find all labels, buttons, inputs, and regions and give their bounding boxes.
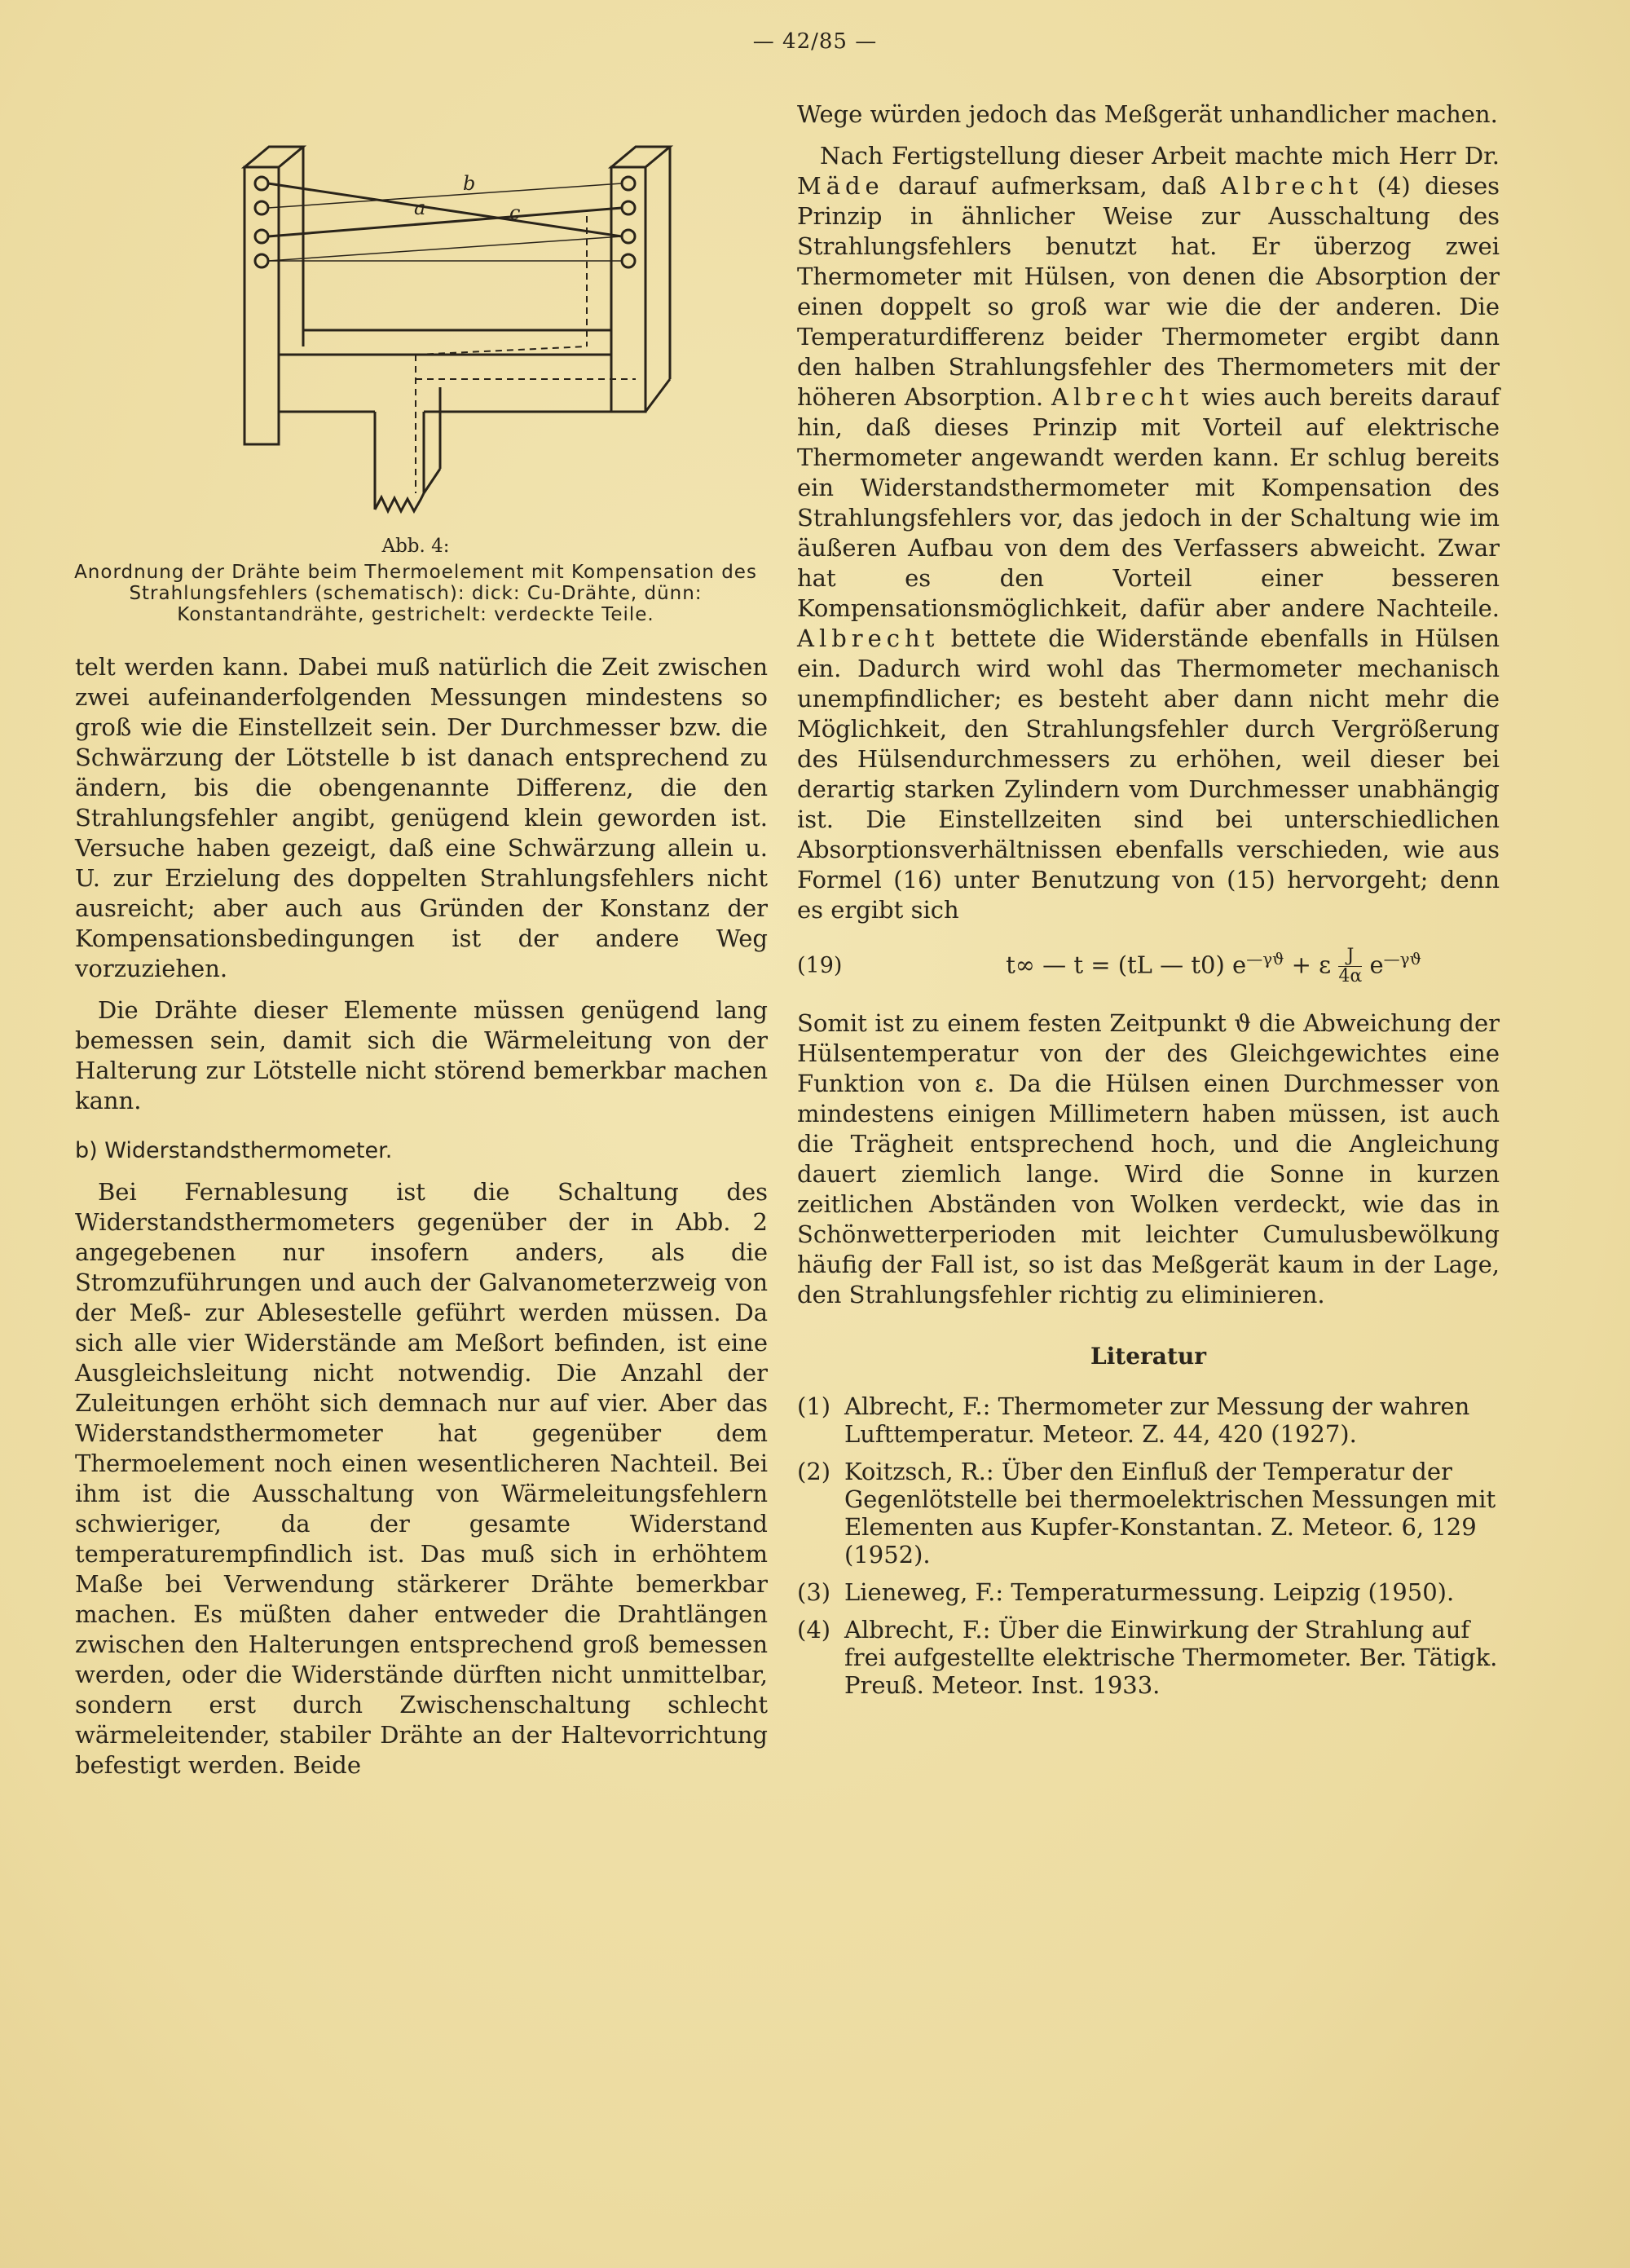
figure-4: [65, 135, 766, 640]
paragraph: telt werden kann. Dabei muß natürlich die Zeit zwischen zwei aufeinanderfolgenden Messungen mindestens so groß wie die Einstellzeit sein. Der Durchmesser bzw. die Schwärzung der Lötstelle b ist danach entsprechend zu ändern, bis die obengenannte Differenz, die den Strahlungsfehler angibt, genügend klein geworden ist. Versuche haben gezeigt, daß eine Schwärzung allein u. U. zur Erzielung des doppelten Strahlungsfehlers nicht ausreicht; aber auch aus Gründen der Konstanz der Kompensationsbedingungen ist der andere Weg vorzuziehen.: [75, 653, 768, 982]
formula-expression: [927, 944, 1500, 986]
fraction-numerator: J: [1338, 946, 1362, 967]
reference-list: [797, 1392, 1500, 1699]
reference-number: (2): [797, 1458, 831, 1485]
formula-number: (19): [797, 952, 843, 978]
left-column: [75, 652, 768, 1792]
reference-text: Albrecht, F.: Thermometer zur Messung der wahren Lufttemperatur. Meteor. Z. 44, 420 (1927).: [844, 1392, 1470, 1448]
paragraph: [797, 141, 1500, 925]
text: Nach Fertigstellung dieser Arbeit machte mich Herr Dr.: [820, 142, 1500, 170]
reference-item: [797, 1458, 1500, 1569]
figure-caption: Anordnung der Drähte beim Thermoelement mit Kompensation des Strahlungsfehlers (schematisch): dick: Cu-Drähte, dünn: Konstantandrähte, gestrichelt: verdeckte Teile.: [74, 562, 757, 625]
author-name: Mäde: [797, 172, 884, 200]
reference-item: [797, 1616, 1500, 1699]
reference-number: (4): [797, 1616, 831, 1644]
section-heading: b) Widerstandsthermometer.: [75, 1138, 393, 1163]
paragraph: Somit ist zu einem festen Zeitpunkt ϑ die Abweichung der Hülsentemperatur von der des Gleichgewichtes eine Funktion von ε. Da die Hülsen einen Durchmesser von mindestens einigen Millimetern haben müssen, ist auch die Trägheit entsprechend hoch, und die Angleichung dauert ziemlich lange. Wird die Sonne in kurzen zeitlichen Abständen von Wolken verdeckt, wie das in Schönwetterperioden mit leichter Cumulusbewölkung häufig der Fall ist, so ist das Meßgerät kaum in der Lage, den Strahlungsfehler richtig zu eliminieren.: [797, 1009, 1500, 1308]
label-a: a: [414, 196, 426, 219]
author-name: Albrecht: [1220, 172, 1363, 200]
reference-number: (1): [797, 1392, 831, 1420]
author-name: Albrecht: [1051, 383, 1194, 411]
right-column: [797, 99, 1500, 1709]
text: wies auch bereits darauf hin, daß dieses Prinzip mit Vorteil auf elektrische Thermometer angewandt werden kann. Er schlug bereits ein Widerstandsthermometer mit Kompensation des Strahlungsfehlers vor, das jedoch in der Schaltung wie im äußeren Aufbau von dem des Verfassers abweicht. Zwar hat es den Vorteil einer besseren Kompensationsmöglichkeit, dafür aber andere Nachteile.: [797, 383, 1500, 622]
fraction-denominator: 4α: [1338, 966, 1363, 987]
reference-item: [797, 1392, 1500, 1448]
paragraph: Wege würden jedoch das Meßgerät unhandlicher machen.: [797, 100, 1498, 128]
paragraph: Die Drähte dieser Elemente müssen genügend lang bemessen sein, damit sich die Wärmeleitung von der Halterung zur Lötstelle nicht störend bemerkbar machen kann.: [75, 996, 768, 1114]
text: bettete die Widerstände ebenfalls in Hülsen ein. Dadurch wird wohl das Thermometer mechanisch unempfindlicher; es besteht aber dann nicht mehr die Möglichkeit, den Strahlungsfehler durch Vergrößerung des Hülsendurchmessers zu erhöhen, weil dieser bei derartig starken Zylindern vom Durchmesser unabhängig ist. Die Einstellzeiten sind bei unterschiedlichen Absorptionsverhältnissen ebenfalls verschieden, wie aus Formel (16) unter Benutzung von (15) hervorgeht; denn es ergibt sich: [797, 624, 1500, 924]
formula-19: [797, 937, 1500, 994]
reference-text: Koitzsch, R.: Über den Einfluß der Temperatur der Gegenlötstelle bei thermoelektrischen Messungen mit Elementen aus Kupfer-Konstantan. Z. Meteor. 6, 129 (1952).: [844, 1458, 1496, 1569]
text: (4) dieses Prinzip in ähnlicher Weise zur Ausschaltung des Strahlungsfehlers benutzt hat. Er überzog zwei Thermometer mit Hülsen, von denen die Absorption der einen doppelt so groß war wie die der anderen. Die Temperaturdifferenz beider Thermometer ergibt dann den halben Strahlungsfehler des Thermometers mit der höheren Absorption.: [797, 172, 1500, 411]
label-b: b: [463, 172, 476, 195]
author-name: Albrecht: [797, 624, 940, 652]
reference-item: [797, 1578, 1500, 1606]
literature-heading: Literatur: [1090, 1343, 1206, 1370]
reference-number: (3): [797, 1578, 831, 1606]
formula-fraction: [1338, 946, 1362, 986]
formula-lhs: t∞ — t = (tL — t0) e: [1006, 951, 1247, 979]
reference-text: Albrecht, F.: Über die Einwirkung der Strahlung auf frei aufgestellte elektrische Thermometer. Ber. Tätigk. Preuß. Meteor. Inst. 1933.: [844, 1616, 1498, 1699]
formula-exponent: —γϑ: [1246, 948, 1284, 969]
text: darauf aufmerksam, daß: [898, 172, 1207, 200]
thermocouple-diagram: [228, 135, 685, 534]
formula-e: e: [1369, 951, 1384, 979]
page-number: — 42/85 —: [752, 29, 878, 54]
formula-plus: + ε: [1291, 951, 1332, 979]
figure-label: Abb. 4:: [381, 536, 450, 557]
paragraph: Bei Fernablesung ist die Schaltung des Widerstandsthermometers gegenüber der in Abb. 2 angegebenen nur insofern anders, als die Stromzuführungen und auch der Galvanometerzweig von der Meß- zur Ablesestelle geführt werden müssen. Da sich alle vier Widerstände am Meßort befinden, ist eine Ausgleichsleitung nicht notwendig. Die Anzahl der Zuleitungen erhöht sich demnach nur auf vier. Aber das Widerstandsthermometer hat gegenüber dem Thermoelement noch einen wesentlicheren Nachteil. Bei ihm ist die Ausschaltung von Wärmeleitungsfehlern schwieriger, da der gesamte Widerstand temperaturempfindlich ist. Das muß sich in erhöhtem Maße bei Verwendung stärkerer Drähte bemerkbar machen. Es müßten daher entweder die Drahtlängen zwischen den Halterungen entsprechend groß bemessen werden, oder die Widerstände dürften nicht unmittelbar, sondern erst durch Zwischenschaltung schlecht wärmeleitender, stabiler Drähte an der Haltevorrichtung befestigt werden. Beide: [75, 1178, 768, 1779]
formula-exponent: —γϑ: [1383, 948, 1421, 969]
label-c: c: [509, 201, 521, 224]
reference-text: Lieneweg, F.: Temperaturmessung. Leipzig (1950).: [844, 1578, 1455, 1606]
